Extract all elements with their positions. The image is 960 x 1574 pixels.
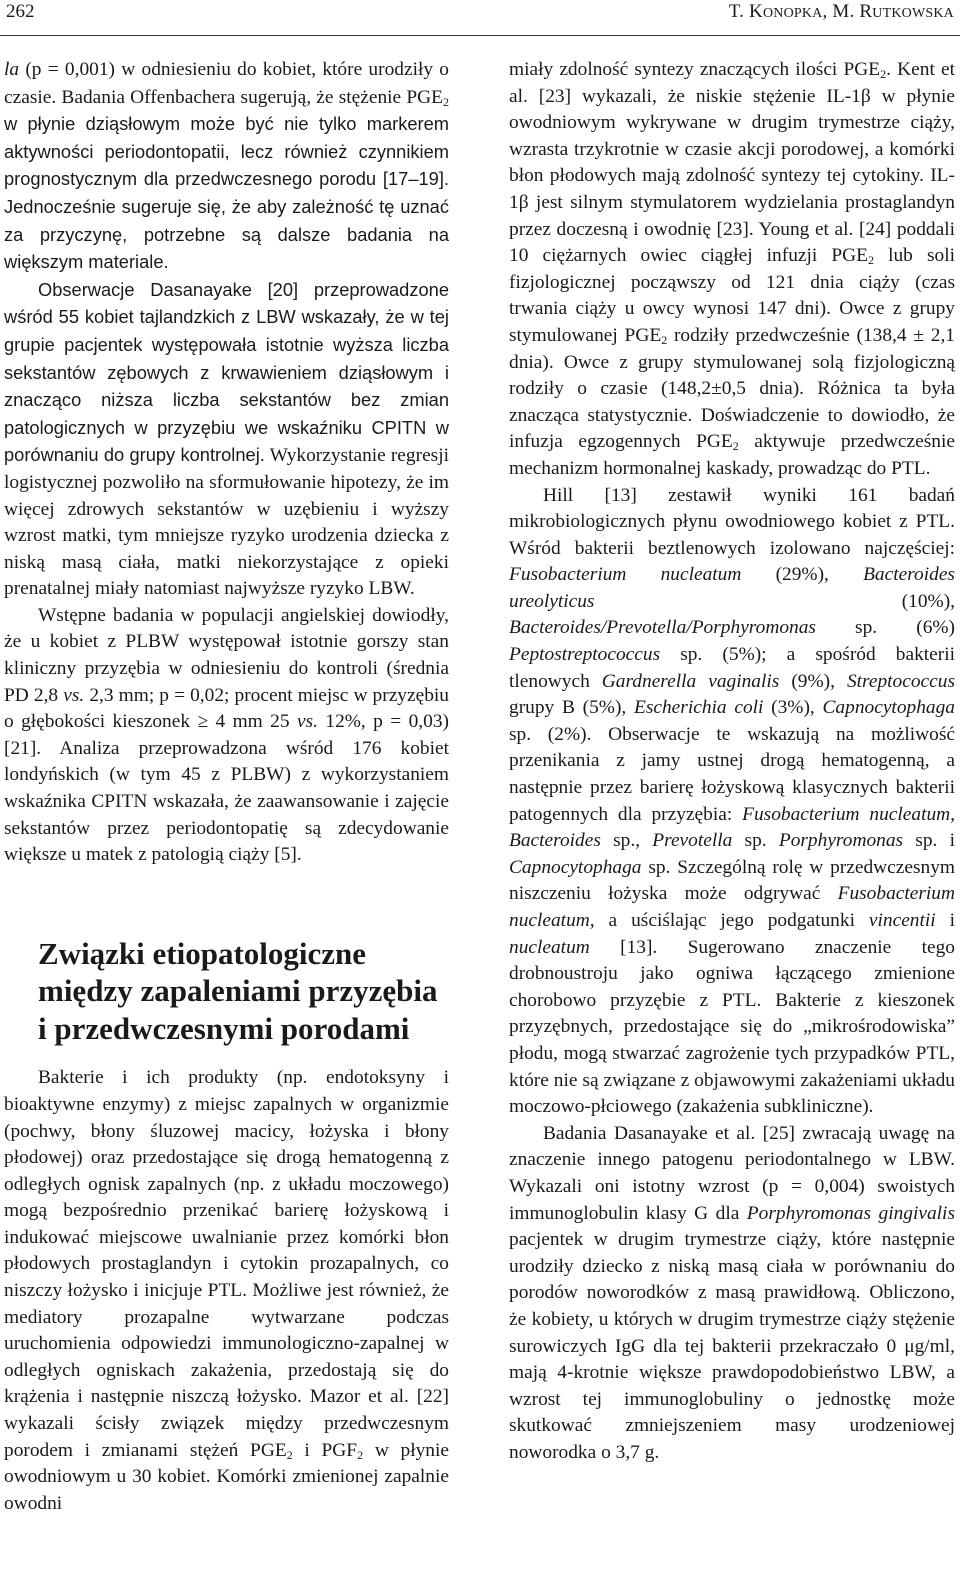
text-run: 2,3 mm; p = 0,02; procent miejsc w przyzębiu o głębokości kieszonek ≥ 4 mm 25: [4, 684, 449, 733]
text-run: Wykorzystanie regresji logistycznej pozwoliło na sformułowanie hipotezy, że im więcej zdrowych sekstantów w uzębieniu i wyższy wzrost matki, tym mniejsze ryzyko urodzenia dziecka z niską masą ciała, matki niekorzystające z opieki prenatalnej miały natomiast najwyższe ryzyko LBW.: [4, 445, 449, 600]
italic-run: vs.: [296, 711, 318, 733]
subscript: 2: [357, 1447, 364, 1462]
italic-run: Streptococcus: [846, 670, 955, 692]
author-2-surname: UTKOWSKA: [872, 6, 954, 21]
text-run: rodziły przedwcześnie (138,4 ± 2,1 dnia). Owce z grupy stymulowanej solą fizjologiczną rodziły o czasie (148,2±0,5 dnia). Różnica ta była znacząca statystycznie. Doświadczenie to dowiodło, że infuzja egzogennych PGE: [509, 324, 955, 453]
italic-run: Fusobacterium nucleatum, Bacteroides: [509, 803, 955, 852]
italic-run: vs.: [63, 684, 85, 706]
text-run: (29%),: [741, 564, 864, 586]
author-1-initial: T. K: [728, 1, 763, 22]
subscript: 2: [286, 1447, 293, 1462]
text-run: sp. (5%); a spośród bakterii tlenowych: [509, 644, 955, 692]
author-1-surname: ONOPKA: [762, 6, 823, 21]
italic-run: Gardnerella vaginalis: [601, 670, 780, 692]
text-run: sp.: [732, 830, 779, 852]
header-rule: [0, 35, 960, 36]
author-separator: ,: [822, 1, 833, 22]
right-column: [509, 57, 955, 1466]
italic-run: Capnocytophaga: [822, 697, 955, 719]
italic-run: Escherichia coli: [633, 697, 764, 719]
page-number: 262: [6, 1, 35, 22]
italic-run: Peptostreptococcus: [509, 644, 661, 666]
text-run: sp. Szczególną rolę w przedwczesnym niszczeniu łożyska może odgrywać: [509, 856, 955, 905]
text-run: sp.,: [600, 830, 653, 852]
running-header: [0, 0, 960, 24]
subscript: 2: [732, 439, 739, 454]
italic-run: Capnocytophaga: [509, 856, 642, 878]
italic-run: Bacteroides ureolyticus: [509, 564, 955, 612]
text-run: 12%, p = 0,03) [21]. Analiza przeprowadzona wśród 176 kobiet londyńskich (w tym 45 z PLBW) z wykorzystaniem wskaźnika CPITN wskazała, że zaawansowanie i zajęcie sekstantów przez periodontopatię są zdecydowanie większe u matek z patologią ciąży [5].: [4, 711, 449, 866]
paragraph: [509, 1121, 955, 1467]
paragraph: [4, 1065, 449, 1517]
section-heading: Związki etiopatologiczne między zapaleniami przyzębia i przedwczesnymi porodami: [38, 935, 438, 1046]
text-run: (3%),: [763, 697, 823, 719]
italic-run: Porphyromonas: [778, 830, 904, 852]
italic-run: la: [4, 59, 20, 80]
subscript: 2: [442, 94, 449, 109]
author-2-initial: M. R: [832, 1, 873, 22]
subscript: 2: [661, 332, 668, 347]
italic-run: Prevotella: [652, 830, 733, 852]
text-run: Obserwacje Dasanayake [20] przeprowadzone wśród 55 kobiet tajlandzkich z LBW wskazały, że w tej grupie pacjentek występowała istotnie wyższa liczba sekstantów zębowych z krwawieniem dziąsłowym i znacząco niższa liczba sekstantów bez zmian patologicznych w przyzębiu we wskaźniku CPITN w porównaniu do grupy kontrolnej.: [4, 278, 449, 466]
subscript: 2: [868, 253, 875, 268]
subscript: 2: [880, 67, 887, 81]
text-run: w płynie owodniowym u 30 kobiet. Komórki zmienionej zapalnie owodni: [4, 1439, 449, 1514]
text-run: (9%),: [779, 670, 847, 692]
text-run: sp. i: [903, 830, 955, 852]
left-column: [4, 57, 449, 1517]
text-run: lub soli fizjologicznej począwszy od 121 dnia ciąży (czas trwania ciąży u owcy wynosi 147 dni). Owce z grupy stymulowanej PGE: [509, 245, 955, 346]
italic-run: Fusobacterium nucleatum,: [509, 883, 955, 931]
text-run: Bakterie i ich produkty (np. endotoksyny i bioaktywne enzymy) z miejsc zapalnych w organizmie (pochwy, błony śluzowej macicy, łożyska i błony płodowej) oraz przedostające się drogą hematogenną z odległych ognisk zapalnych (np. z układu moczowego) mogą bezpośrednio przenikać barierę łożyskową i indukować miejscowe uwalnianie przez komórki błon płodowych prostaglandyn i cytokin prozapalnych, co niszczy łożysko i inicjuje PTL. Możliwe jest również, że mediatory prozapalne wytwarzane podczas uruchomienia odpowiedzi immunologiczno-zapalnej w odległych ogniskach zakażenia, przedostają się do krążenia i następnie niszczą łożysko. Mazor et al. [22] wykazali ścisły związek między przedwczesnym porodem i zmianami stężeń PGE: [4, 1067, 449, 1461]
text-run: (10%),: [594, 590, 955, 612]
italic-run: Fusobacterium nucleatum: [509, 564, 742, 586]
paragraph: [4, 57, 449, 277]
paragraph: [509, 483, 955, 1121]
italic-run: vincentii: [868, 910, 936, 931]
text-run: pacjentek w drugim trymestrze ciąży, które następnie urodziły dziecko z niską masą ciała w porównaniu do porodów noworodków z masą prawidłową. Obliczono, że kobiety, u których w drugim trymestrze ciąży stężenie surowiczych IgG dla tej bakterii przekraczało 0 μg/ml, mają 4-krotnie większe prawdopodobieństwo LBW, a wzrost tej immunoglobuliny o jednostkę może skutkować zmniejszeniem masy urodzeniowej noworodka o 3,7 g.: [509, 1229, 955, 1463]
italic-run: Porphyromonas gingivalis: [746, 1202, 955, 1224]
text-run: aktywuje przedwcześnie mechanizm hormonalnej kaskady, prowadząc do PTL.: [509, 431, 955, 479]
text-run: miały zdolność syntezy znaczących ilości PGE: [509, 59, 881, 80]
text-run: w płynie dziąsłowym może być nie tylko markerem aktywności periodontopatii, lecz również czynnikiem prognostycznym dla przedwczesnego porodu [17–19]. Jednocześnie sugeruje się, że aby zależność tę uznać za przyczynę, potrzebne są dalsze badania na większym materiale.: [4, 113, 449, 273]
paragraph: [509, 57, 955, 483]
text-run: sp. (2%). Obserwacje te wskazują na możliwość przenikania z jamy ustnej drogą hematogenną, a następnie przez barierę łożyskową klasycznych bakterii patogennych dla przyzębia:: [509, 723, 955, 825]
text-run: Hill [13] zestawił wyniki 161 badań mikrobiologicznych płynu owodniowego kobiet z PTL. Wśród bakterii beztlenowych izolowano najczęściej:: [509, 484, 955, 559]
text-run: (p = 0,001) w odniesieniu do kobiet, które urodziły o czasie. Badania Offenbachera sugerują, że stężenie PGE: [4, 59, 449, 108]
text-run: a uściślając jego podgatunki: [594, 910, 869, 931]
text-run: i: [935, 910, 955, 931]
text-run: Badania Dasanayake et al. [25] zwracają uwagę na znaczenie innego patogenu periodontalnego w LBW. Wykazali oni istotny wzrost (p = 0,004) swoistych immunoglobulin klasy G dla: [509, 1122, 955, 1224]
paragraph: [4, 603, 449, 869]
text-run: sp. (6%): [815, 617, 955, 639]
italic-run: Bacteroides/Prevotella/Porphyromonas: [509, 617, 816, 639]
text-run: grupy B (5%),: [509, 697, 634, 719]
text-run: . Kent et al. [23] wykazali, że niskie stężenie IL-1β w płynie owodniowym wykrywane w drugim trymestrze ciąży, wzrasta trzykrotnie w czasie akcji porodowej, a komórki błon płodowych mają zdolność syntezy tej cytokiny. IL-1β jest silnym stymulatorem wydzielania prostaglandyn przez doczesną i owodnię [23]. Young et al. [24] poddali 10 ciężarnych owiec ciągłej infuzji PGE: [509, 59, 956, 267]
text-run: Wstępne badania w populacji angielskiej dowiodły, że u kobiet z PLBW występował istotnie gorszy stan kliniczny przyzębia w odniesieniu do kontroli (średnia PD 2,8: [4, 604, 449, 706]
text-run: [13]. Sugerowano znaczenie tego drobnoustroju jako ogniwa łączącego zmienione chorobowo przyzębie z PTL. Bakterie z kieszonek przyzębnych, przedostające się do „mikrośrodowiska” płodu, mogą stwarzać zagrożenie tych przypadków PTL, które nie są związane z objawowymi zakażeniami układu moczowo-płciowego (zakażenia subkliniczne).: [509, 936, 955, 1118]
text-run: i PGF: [292, 1439, 358, 1461]
italic-run: nucleatum: [509, 936, 590, 958]
running-head-authors: [729, 0, 954, 26]
paragraph: [4, 277, 449, 603]
